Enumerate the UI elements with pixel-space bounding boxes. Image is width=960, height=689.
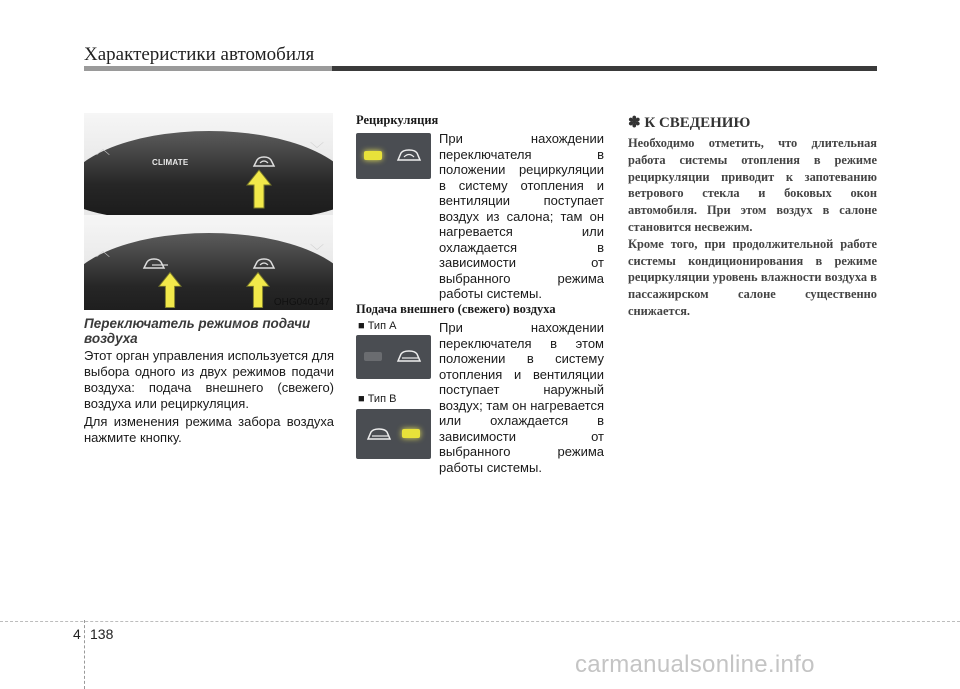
chevron-up-icon: ︿ bbox=[96, 141, 110, 157]
note-title: ✽ К СВЕДЕНИЮ bbox=[628, 115, 751, 131]
fresh-air-text: При нахождении переключателя в этом положении в систему отопления и вентиляции поступает наружный воздух; там он нагревается или охлаждается в зависимости от выбранного режима работы системы. bbox=[439, 320, 604, 475]
photo-panel-top bbox=[84, 113, 333, 205]
arrow-up-icon bbox=[246, 169, 272, 209]
climate-button-label: CLIMATE bbox=[152, 158, 189, 167]
recirculation-title: Рециркуляция bbox=[356, 113, 439, 127]
footer-rule bbox=[0, 621, 960, 622]
recirculation-text: При нахождении переключателя в положении рециркуляции в систему отопления и вентиляции поступает воздух из салона; там он нагревается или охлаждается в зависимости от выбранного режима работы системы. bbox=[439, 131, 604, 301]
body-paragraph: Для изменения режима забора воздуха нажмите кнопку. bbox=[84, 414, 334, 445]
type-a-indicator bbox=[356, 335, 431, 379]
indicator-led bbox=[364, 352, 382, 361]
page-header-title: Характеристики автомобиля bbox=[84, 44, 315, 65]
fresh-air-title: Подача внешнего (свежего) воздуха bbox=[356, 302, 556, 316]
section-subheading: Переключатель режимов подачи воздуха bbox=[84, 316, 311, 346]
indicator-led bbox=[364, 151, 382, 160]
photo-panel-bottom bbox=[84, 215, 333, 307]
type-b-indicator bbox=[356, 409, 431, 459]
chevron-up-icon: ︿ bbox=[96, 243, 110, 259]
header-rule-accent bbox=[84, 66, 332, 71]
note-body bbox=[628, 135, 877, 320]
button-strip bbox=[84, 131, 333, 221]
page-separator bbox=[84, 620, 85, 689]
type-a-label: ■ Тип A bbox=[358, 320, 397, 332]
recirculation-icon bbox=[396, 148, 422, 162]
note-paragraph: Кроме того, при продолжительной работе системы кондиционирования в режиме рециркуляции уровень влажности воздуха в пассажирском салоне существенно снижается. bbox=[628, 236, 877, 318]
arrow-up-icon bbox=[158, 271, 182, 309]
fresh-air-icon bbox=[142, 257, 170, 271]
note-paragraph: Необходимо отметить, что длительная работа системы отопления в режиме рециркуляции приводит к запотеванию ветрового стекла и боковых окон автомобиля. При этом воздух в салоне становится несвежим. bbox=[628, 136, 877, 234]
arrow-up-icon bbox=[246, 271, 270, 309]
watermark: carmanualsonline.info bbox=[575, 651, 815, 678]
page-number: 138 bbox=[90, 626, 114, 642]
chapter-number: 4 bbox=[73, 626, 81, 642]
fresh-air-icon bbox=[366, 427, 392, 441]
chevron-down-icon: ﹀ bbox=[310, 243, 324, 259]
control-panel-photo bbox=[84, 113, 333, 310]
recirculation-indicator bbox=[356, 133, 431, 179]
body-paragraph: Этот орган управления используется для выбора одного из двух режимов подачи воздуха: подача внешнего (свежего) воздуха или рециркуляция. bbox=[84, 348, 334, 411]
type-b-label: ■ Тип B bbox=[358, 393, 397, 405]
recirculation-icon bbox=[252, 155, 276, 169]
chevron-down-icon: ﹀ bbox=[310, 141, 324, 157]
indicator-led bbox=[402, 429, 420, 438]
photo-code: OHG040147 bbox=[273, 297, 330, 308]
fresh-air-icon bbox=[396, 349, 422, 363]
recirculation-icon bbox=[252, 257, 276, 271]
